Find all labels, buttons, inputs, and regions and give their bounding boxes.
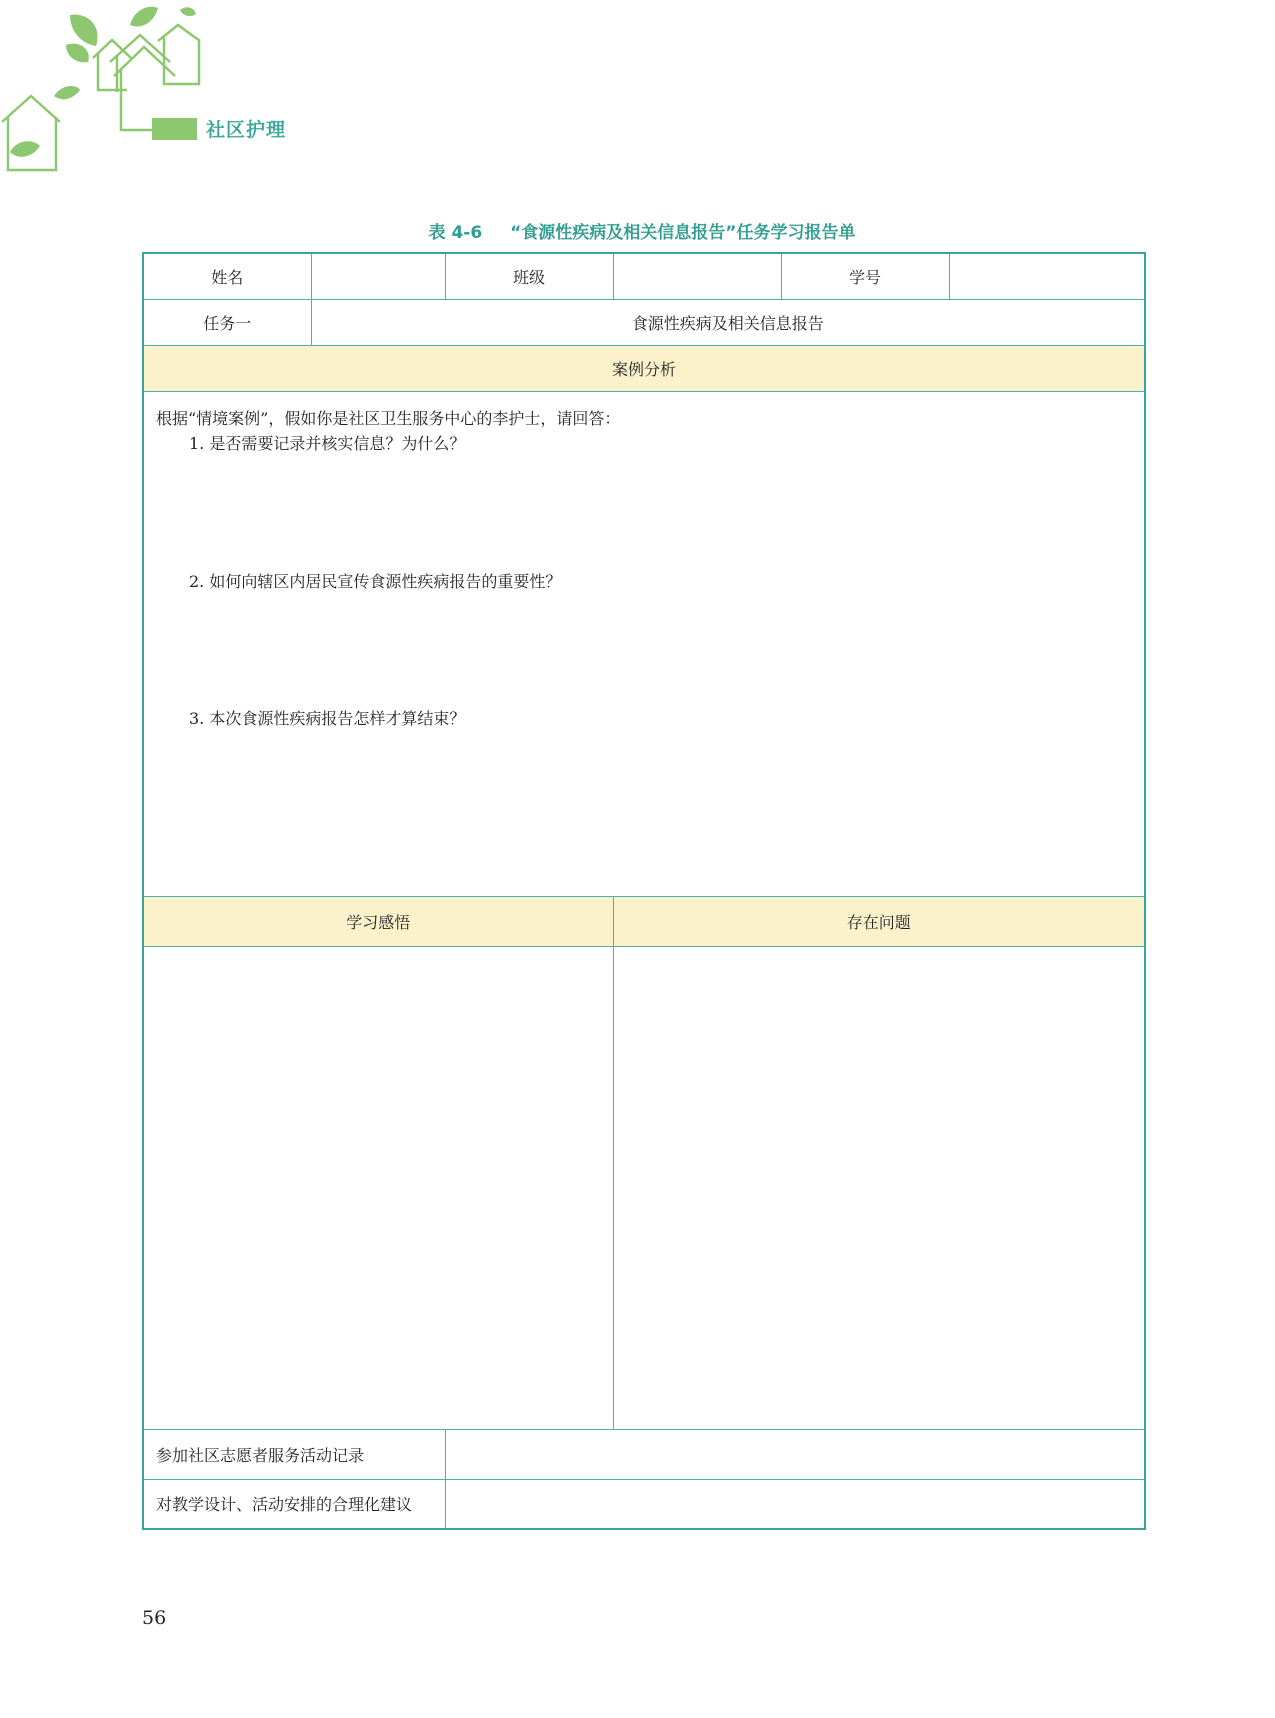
table-number: 表 4-6 — [428, 223, 483, 243]
suggestion-field[interactable] — [445, 1479, 1145, 1529]
question-1: 1. 是否需要记录并核实信息？为什么？ — [189, 434, 466, 454]
problems-answer-area[interactable] — [613, 946, 1145, 1429]
reflection-answer-area[interactable] — [143, 946, 613, 1429]
case-analysis-header: 案例分析 — [143, 345, 1145, 391]
student-id-label: 学号 — [781, 253, 949, 299]
case-body-row — [143, 391, 1145, 896]
class-label: 班级 — [445, 253, 613, 299]
volunteer-label: 参加社区志愿者服务活动记录 — [143, 1429, 445, 1479]
case-intro: 根据“情境案例”，假如你是社区卫生服务中心的李护士，请回答： — [156, 408, 621, 428]
section-title: 社区护理 — [206, 119, 287, 141]
reflection-header: 学习感悟 — [143, 896, 613, 946]
volunteer-field[interactable] — [445, 1429, 1145, 1479]
header-decoration-houses-leaves — [0, 0, 300, 180]
student-id-field[interactable] — [949, 253, 1145, 299]
problems-header: 存在问题 — [613, 896, 1145, 946]
table-title: “食源性疾病及相关信息报告”任务学习报告单 — [510, 223, 856, 243]
task-row — [143, 299, 1145, 345]
task-label: 任务一 — [143, 299, 311, 345]
reflection-body-row — [143, 946, 1145, 1429]
case-analysis-answer-area[interactable] — [143, 391, 1145, 896]
report-form-table — [142, 252, 1146, 1530]
question-3: 3. 本次食源性疾病报告怎样才算结束？ — [189, 709, 466, 729]
name-field[interactable] — [311, 253, 445, 299]
table-caption — [142, 218, 1142, 243]
suggestion-row — [143, 1479, 1145, 1529]
volunteer-row — [143, 1429, 1145, 1479]
reflection-header-row — [143, 896, 1145, 946]
class-field[interactable] — [613, 253, 781, 299]
name-label: 姓名 — [143, 253, 311, 299]
header-accent-bar — [152, 118, 197, 140]
question-2: 2. 如何向辖区内居民宣传食源性疾病报告的重要性？ — [189, 571, 562, 591]
case-header-row — [143, 345, 1145, 391]
identity-row — [143, 253, 1145, 299]
page-number: 56 — [142, 1607, 167, 1629]
task-value: 食源性疾病及相关信息报告 — [311, 299, 1145, 345]
suggestion-label: 对教学设计、活动安排的合理化建议 — [143, 1479, 445, 1529]
